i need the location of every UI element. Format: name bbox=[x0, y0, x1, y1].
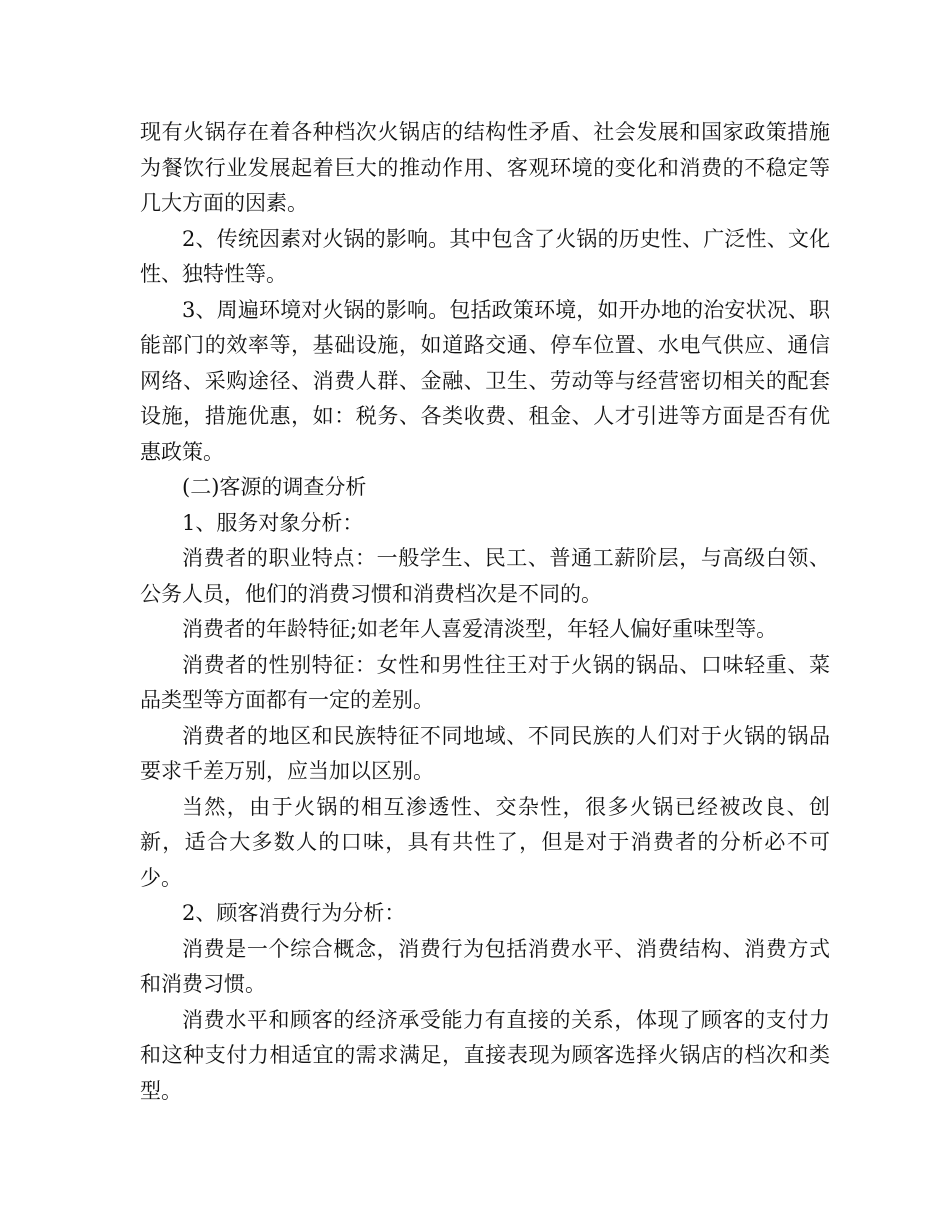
paragraph-consumption-concept: 消费是一个综合概念，消费行为包括消费水平、消费结构、消费方式和消费习惯。 bbox=[140, 936, 830, 996]
paragraph-age: 消费者的年龄特征;如老年人喜爱清淡型，年轻人偏好重味型等。 bbox=[182, 617, 778, 641]
paragraph-commonality: 当然，由于火锅的相互渗透性、交杂性，很多火锅已经被改良、创新，适合大多数人的口味，具有共性了，但是对于消费者的分析必不可少。 bbox=[140, 794, 830, 890]
section-heading-customer-source: (二)客源的调查分析 bbox=[182, 475, 367, 499]
paragraph-traditional-factors: 2、传统因素对火锅的影响。其中包含了火锅的历史性、广泛性、文化性、独特性等。 bbox=[140, 226, 830, 286]
paragraph-gender: 消费者的性别特征：女性和男性往王对于火锅的锅品、口味轻重、菜品类型等方面都有一定的差别。 bbox=[140, 652, 830, 712]
paragraph-consumption-level: 消费水平和顾客的经济承受能力有直接的关系，体现了顾客的支付力和这种支付力相适宜的需求满足，直接表现为顾客选择火锅店的档次和类型。 bbox=[140, 1007, 830, 1103]
subheading-consumer-behavior: 2、顾客消费行为分析： bbox=[182, 901, 406, 925]
paragraph-surrounding-environment: 3、周遍环境对火锅的影响。包括政策环境，如开办地的治安状况、职能部门的效率等，基础设施，如道路交通、停车位置、水电气供应、通信网络、采购途径、消费人群、金融、卫生、劳动等与经营密切相关的配套设施，措施优惠，如：税务、各类收费、租金、人才引进等方面是否有优惠政策。 bbox=[140, 297, 830, 464]
subheading-service-target: 1、服务对象分析： bbox=[182, 510, 364, 535]
paragraph-occupation: 消费者的职业特点：一般学生、民工、普通工薪阶层，与高级白领、公务人员，他们的消费习惯和消费档次是不同的。 bbox=[140, 546, 830, 606]
document-body bbox=[140, 115, 830, 1109]
paragraph-continuation: 现有火锅存在着各种档次火锅店的结构性矛盾、社会发展和国家政策措施为餐饮行业发展起着巨大的推动作用、客观环境的变化和消费的不稳定等几大方面的因素。 bbox=[140, 120, 830, 215]
paragraph-region-ethnicity: 消费者的地区和民族特征不同地域、不同民族的人们对于火锅的锅品要求千差万别，应当加以区别。 bbox=[140, 723, 830, 783]
